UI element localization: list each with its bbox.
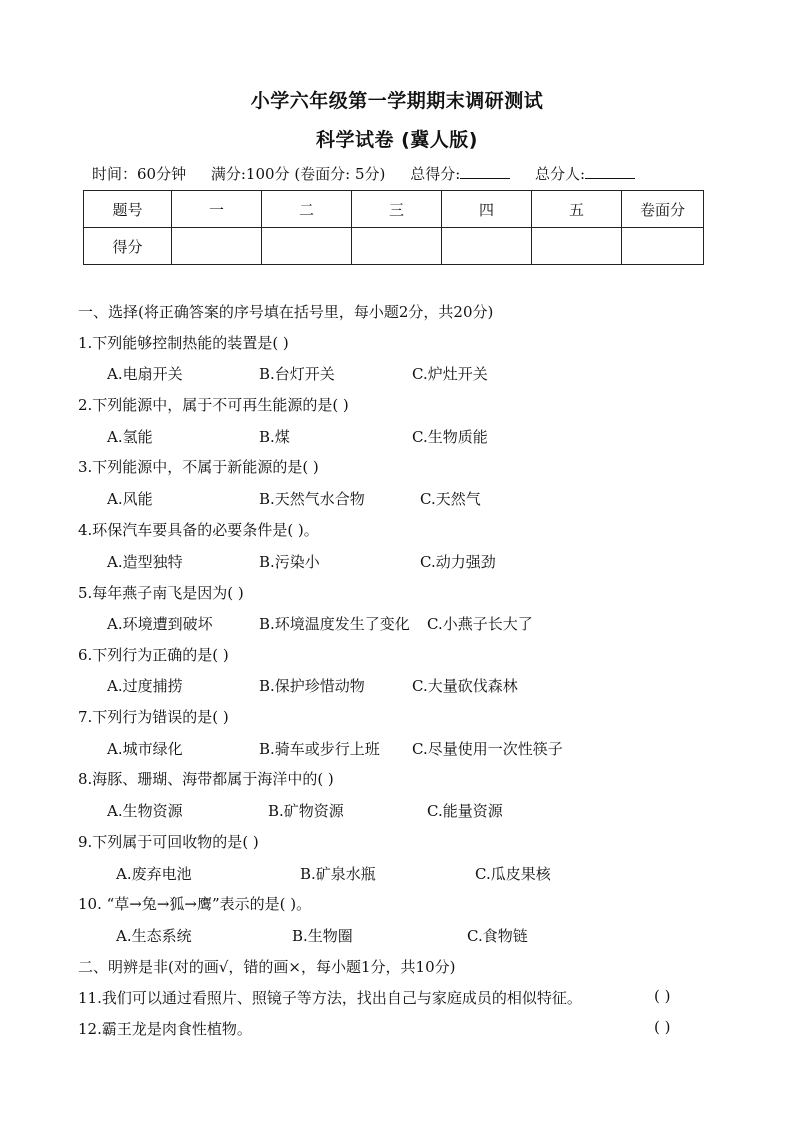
q6-option-b: B.保护珍惜动物 [259, 677, 365, 695]
q4-option-a: A.造型独特 [107, 553, 183, 571]
q6-option-a: A.过度捕捞 [107, 677, 183, 695]
q8-option-c: C.能量资源 [427, 802, 503, 820]
score-cell [442, 228, 532, 265]
time-info: 时间：60分钟 [92, 165, 187, 183]
q1-option-b: B.台灯开关 [259, 365, 335, 383]
statement-11: 11.我们可以通过看照片、照镜子等方法，找出自己与家庭成员的相似特征。 [78, 989, 582, 1007]
exam-meta [92, 163, 655, 184]
score-cell [172, 228, 262, 265]
question-2: 2.下列能源中，属于不可再生能源的是( ) [78, 396, 349, 414]
exam-subtitle: 科学试卷 (冀人版) [316, 129, 478, 151]
q1-option-a: A.电扇开关 [107, 365, 183, 383]
question-4: 4.环保汽车要具备的必要条件是( )。 [78, 521, 319, 539]
q9-option-a: A.废弃电池 [116, 865, 192, 883]
score-header-cell: 四 [442, 191, 532, 228]
question-1: 1.下列能够控制热能的装置是( ) [78, 334, 289, 352]
q10-option-b: B.生物圈 [292, 927, 353, 945]
score-header-cell: 二 [262, 191, 352, 228]
score-cell [532, 228, 622, 265]
q8-option-b: B.矿物资源 [268, 802, 344, 820]
score-cell [352, 228, 442, 265]
full-score-info: 满分:100分 (卷面分: 5分) [210, 165, 386, 183]
q9-option-b: B.矿泉水瓶 [300, 865, 376, 883]
q1-option-c: C.炉灶开关 [412, 365, 488, 383]
q4-option-c: C.动力强劲 [420, 553, 496, 571]
question-3: 3.下列能源中，不属于新能源的是( ) [78, 458, 319, 476]
score-header-cell: 卷面分 [622, 191, 704, 228]
q3-option-b: B.天然气水合物 [259, 490, 365, 508]
section1-heading: 一、选择(将正确答案的序号填在括号里，每小题2分，共20分) [78, 303, 494, 321]
score-header-cell: 题号 [84, 191, 172, 228]
grader-field [535, 165, 635, 183]
total-score-blank [460, 164, 510, 179]
score-header-cell: 五 [532, 191, 622, 228]
q8-option-a: A.生物资源 [107, 802, 183, 820]
score-table-header-row [84, 191, 704, 228]
q3-option-c: C.天然气 [420, 490, 481, 508]
score-header-cell: 一 [172, 191, 262, 228]
question-7: 7.下列行为错误的是( ) [78, 708, 229, 726]
statement-12: 12.霸王龙是肉食性植物。 [78, 1020, 252, 1038]
q7-option-b: B.骑车或步行上班 [259, 740, 380, 758]
q2-option-b: B.煤 [259, 428, 290, 446]
q7-option-a: A.城市绿化 [107, 740, 183, 758]
q4-option-b: B.污染小 [259, 553, 320, 571]
score-table [83, 190, 704, 265]
q5-option-b: B.环境温度发生了变化 [259, 615, 410, 633]
question-6: 6.下列行为正确的是( ) [78, 646, 229, 664]
q2-option-a: A.氢能 [107, 428, 153, 446]
statement-12-answer-bracket: ( ) [654, 1018, 671, 1036]
q6-option-c: C.大量砍伐森林 [412, 677, 518, 695]
q3-option-a: A.风能 [107, 490, 153, 508]
score-header-cell: 三 [352, 191, 442, 228]
score-cell [622, 228, 704, 265]
question-8: 8.海豚、珊瑚、海带都属于海洋中的( ) [78, 770, 334, 788]
grader-label: 总分人: [535, 165, 586, 183]
question-10: 10. “草→兔→狐→鹰”表示的是( )。 [78, 895, 312, 913]
question-5: 5.每年燕子南飞是因为( ) [78, 584, 244, 602]
total-score-label: 总得分: [410, 165, 461, 183]
q10-option-c: C.食物链 [467, 927, 528, 945]
total-score-field [410, 165, 510, 183]
q10-option-a: A.生态系统 [116, 927, 192, 945]
exam-title: 小学六年级第一学期期末调研测试 [250, 90, 544, 112]
statement-11-answer-bracket: ( ) [654, 987, 671, 1005]
q5-option-c: C.小燕子长大了 [427, 615, 533, 633]
q9-option-c: C.瓜皮果核 [475, 865, 551, 883]
grader-blank [585, 164, 635, 179]
score-table-row [84, 228, 704, 265]
q7-option-c: C.尽量使用一次性筷子 [412, 740, 563, 758]
question-9: 9.下列属于可回收物的是( ) [78, 833, 259, 851]
score-cell [262, 228, 352, 265]
section2-heading: 二、明辨是非(对的画√，错的画×，每小题1分，共10分) [78, 958, 456, 976]
q2-option-c: C.生物质能 [412, 428, 488, 446]
q5-option-a: A.环境遭到破坏 [107, 615, 213, 633]
score-row-label: 得分 [84, 228, 172, 265]
